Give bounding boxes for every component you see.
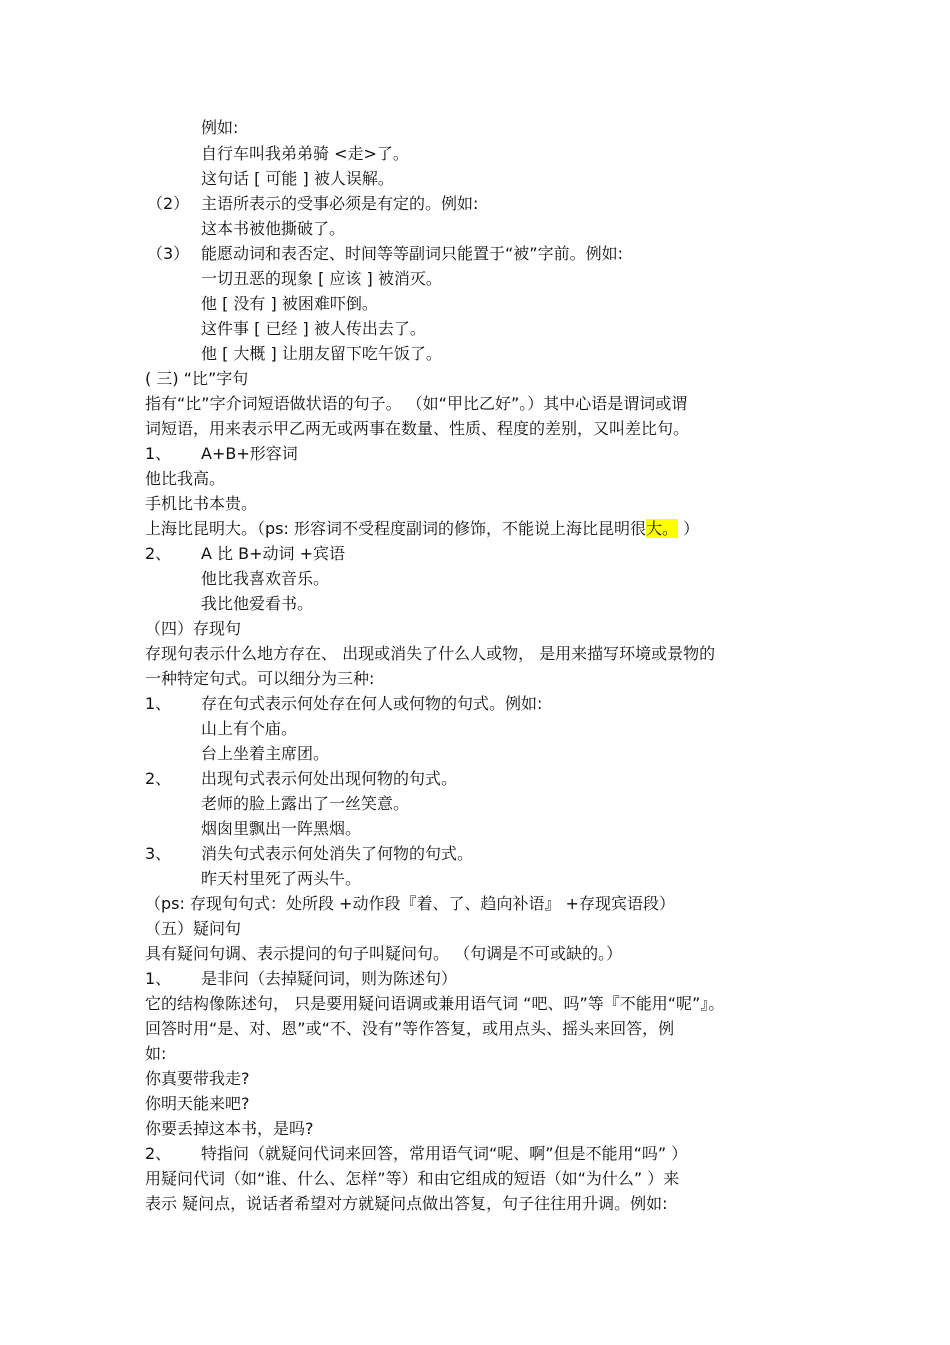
text-line: 表示 疑问点，说话者希望对方就疑问点做出答复，句子往往用升调。例如: bbox=[145, 1194, 668, 1213]
list-number: 2、 bbox=[145, 544, 172, 563]
text-line: 词短语，用来表示甲乙两无或两事在数量、性质、程度的差别，又叫差比句。 bbox=[145, 419, 690, 438]
text-line: 具有疑问句调、表示提问的句子叫疑问句。 （句调是不可或缺的。） bbox=[145, 944, 623, 963]
text-line: 主语所表示的受事必须是有定的。例如: bbox=[201, 194, 479, 213]
list-number: 2、 bbox=[145, 769, 172, 788]
text-line: 能愿动词和表否定、时间等等副词只能置于“被”字前。例如: bbox=[201, 244, 623, 263]
list-number: 2、 bbox=[145, 1144, 172, 1163]
text-line: 你明天能来吧? bbox=[145, 1094, 250, 1113]
text-line: 你要丢掉这本书，是吗? bbox=[145, 1119, 314, 1138]
text-line: A 比 B+动词 +宾语 bbox=[201, 544, 345, 563]
text-line: 他比我高。 bbox=[145, 469, 226, 488]
text-line: 他 [ 没有 ] 被困难吓倒。 bbox=[201, 294, 378, 313]
text-line bbox=[145, 519, 699, 539]
text-line: 出现句式表示何处出现何物的句式。 bbox=[201, 769, 458, 788]
section-heading: ( 三) “比”字句 bbox=[145, 369, 249, 388]
text-segment: ） bbox=[678, 519, 700, 538]
text-line: 指有“比”字介词短语做状语的句子。 （如“甲比乙好”。）其中心语是谓词或谓 bbox=[145, 394, 688, 413]
list-number: 1、 bbox=[145, 969, 172, 988]
text-line: 如: bbox=[145, 1044, 167, 1063]
list-number: 3、 bbox=[145, 844, 172, 863]
text-line: 消失句式表示何处消失了何物的句式。 bbox=[201, 844, 474, 863]
text-line: 老师的脸上露出了一丝笑意。 bbox=[201, 794, 410, 813]
text-line: 手机比书本贵。 bbox=[145, 494, 258, 513]
text-line: 存现句表示什么地方存在、 出现或消失了什么人或物， 是用来描写环境或景物的 bbox=[145, 644, 716, 663]
text-line: 例如: bbox=[201, 118, 239, 137]
text-line: 你真要带我走? bbox=[145, 1069, 250, 1088]
list-number: 1、 bbox=[145, 694, 172, 713]
text-line: 一种特定句式。可以细分为三种: bbox=[145, 669, 375, 688]
text-line: 回答时用“是、对、恩”或“不、没有”等作答复，或用点头、摇头来回答，例 bbox=[145, 1019, 675, 1038]
list-number: （3） bbox=[147, 244, 190, 263]
text-line: 烟囱里飘出一阵黑烟。 bbox=[201, 819, 362, 838]
highlighted-text: 大。 bbox=[645, 519, 678, 538]
text-line: 自行车叫我弟弟骑 <走>了。 bbox=[201, 144, 409, 163]
text-line: 存在句式表示何处存在何人或何物的句式。例如: bbox=[201, 694, 543, 713]
text-line: A+B+形容词 bbox=[201, 444, 298, 463]
text-line: 用疑问代词（如“谁、什么、怎样”等）和由它组成的短语（如“为什么” ）来 bbox=[145, 1169, 680, 1188]
text-line: 他比我喜欢音乐。 bbox=[201, 569, 330, 588]
text-line: （ps: 存现句句式：处所段 +动作段『着、了、趋向补语』 +存现宾语段） bbox=[145, 894, 675, 913]
text-line: 一切丑恶的现象 [ 应该 ] 被消灭。 bbox=[201, 269, 442, 288]
text-line: 我比他爱看书。 bbox=[201, 594, 314, 613]
text-line: 是非问（去掉疑问词，则为陈述句） bbox=[201, 969, 458, 988]
text-line: 这本书被他撕破了。 bbox=[201, 219, 346, 238]
text-segment: 上海比昆明大。（ps: 形容词不受程度副词的修饰，不能说上海比昆明很 bbox=[145, 519, 646, 538]
text-line: 这句话 [ 可能 ] 被人误解。 bbox=[201, 169, 394, 188]
text-line: 台上坐着主席团。 bbox=[201, 744, 330, 763]
list-number: （2） bbox=[147, 194, 190, 213]
text-line: 特指问（就疑问代词来回答，常用语气词“呢、啊”但是不能用“吗” ） bbox=[201, 1144, 688, 1163]
list-number: 1、 bbox=[145, 444, 172, 463]
text-line: 山上有个庙。 bbox=[201, 719, 298, 738]
text-line: 它的结构像陈述句， 只是要用疑问语调或兼用语气词 “吧、吗”等『不能用“呢”』。 bbox=[145, 994, 725, 1013]
text-line: 这件事 [ 已经 ] 被人传出去了。 bbox=[201, 319, 426, 338]
text-line: 他 [ 大概 ] 让朋友留下吃午饭了。 bbox=[201, 344, 442, 363]
section-heading: （五）疑问句 bbox=[145, 919, 242, 938]
text-line: 昨天村里死了两头牛。 bbox=[201, 869, 362, 888]
section-heading: （四）存现句 bbox=[145, 619, 242, 638]
